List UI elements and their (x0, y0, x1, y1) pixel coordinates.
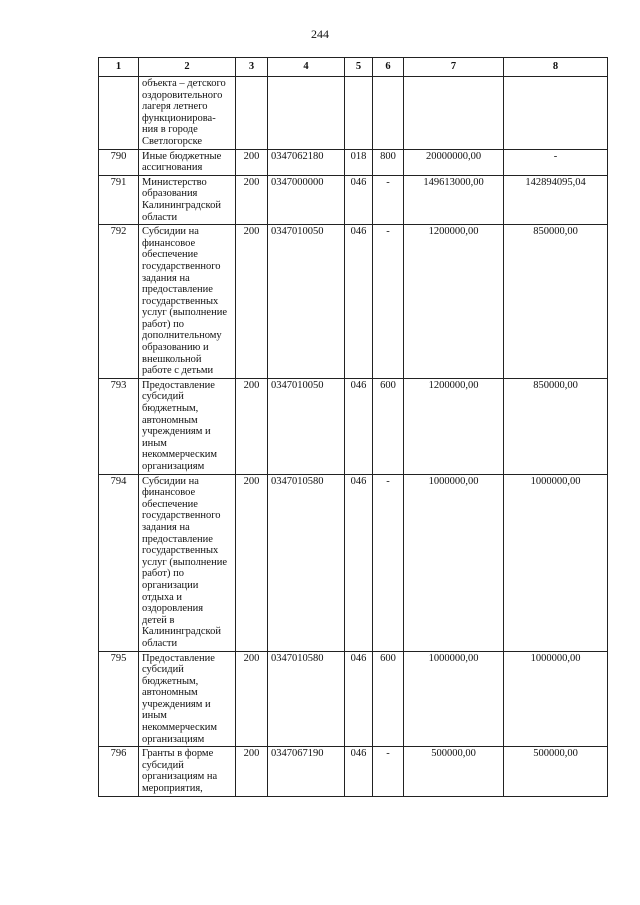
description-line: Субсидии на (142, 226, 199, 238)
row-number-cell: 796 (99, 747, 139, 796)
description-line: отдыха и (142, 591, 182, 603)
ministry-code-cell: 200 (236, 474, 268, 651)
description-line: государственного (142, 510, 221, 522)
amount-next-cell: 850000,00 (504, 225, 608, 379)
table-row (99, 77, 608, 150)
description-line: организациям на (142, 771, 218, 783)
description-line: учреждениям и (142, 426, 211, 438)
description-line: оздоровительного (142, 89, 223, 101)
description-cell (139, 651, 236, 747)
description-line: детей в (142, 614, 175, 626)
description-line: иным (142, 710, 167, 722)
section-code-cell: 046 (345, 474, 373, 651)
description-line: задания на (142, 521, 190, 533)
amount-cell (404, 77, 504, 150)
description-cell (139, 378, 236, 474)
description-line: государственных (142, 545, 219, 557)
description-line: Иные бюджетные (142, 150, 222, 162)
description-line: иным (142, 437, 167, 449)
description-line: некоммерческим (142, 722, 218, 734)
target-article-cell: 0347000000 (268, 175, 345, 224)
description-line: образованию и (142, 342, 209, 354)
description-line: Предоставление (142, 652, 215, 664)
description-cell (139, 149, 236, 175)
description-line: области (142, 637, 178, 649)
description-cell (139, 225, 236, 379)
description-line: Светлогорске (142, 135, 203, 147)
description-line: государственных (142, 295, 219, 307)
description-cell (139, 474, 236, 651)
section-code-cell: 018 (345, 149, 373, 175)
description-line: услуг (выполнение (142, 556, 227, 568)
header-col-6: 6 (373, 58, 404, 77)
description-line: работ) по (142, 568, 184, 580)
header-col-8: 8 (504, 58, 608, 77)
description-line: организациям (142, 733, 205, 745)
amount-next-cell (504, 77, 608, 150)
amount-next-cell: - (504, 149, 608, 175)
section-code-cell: 046 (345, 225, 373, 379)
amount-cell: 1000000,00 (404, 474, 504, 651)
amount-next-cell: 1000000,00 (504, 474, 608, 651)
table-body (99, 77, 608, 797)
target-article-cell: 0347010050 (268, 225, 345, 379)
description-line: внешкольной (142, 353, 202, 365)
ministry-code-cell: 200 (236, 651, 268, 747)
description-line: Гранты в форме (142, 748, 214, 760)
header-row (99, 58, 608, 77)
header-col-3: 3 (236, 58, 268, 77)
expense-type-cell: 800 (373, 149, 404, 175)
expense-type-cell: - (373, 747, 404, 796)
description-line: бюджетным, (142, 675, 199, 687)
description-line: мероприятия, (142, 783, 203, 795)
description-line: дополнительному (142, 330, 222, 342)
budget-table (98, 57, 608, 797)
description-line: субсидий (142, 391, 184, 403)
page-number: 244 (311, 27, 329, 41)
description-cell (139, 175, 236, 224)
amount-cell: 1000000,00 (404, 651, 504, 747)
ministry-code-cell: 200 (236, 175, 268, 224)
amount-next-cell: 850000,00 (504, 378, 608, 474)
header-col-4: 4 (268, 58, 345, 77)
description-line: обеспечение (142, 249, 198, 261)
target-article-cell: 0347067190 (268, 747, 345, 796)
expense-type-cell: - (373, 225, 404, 379)
amount-next-cell: 500000,00 (504, 747, 608, 796)
section-code-cell: 046 (345, 651, 373, 747)
amount-cell: 1200000,00 (404, 378, 504, 474)
expense-type-cell: - (373, 474, 404, 651)
table-row (99, 747, 608, 796)
description-line: работ) по (142, 318, 184, 330)
amount-next-cell: 1000000,00 (504, 651, 608, 747)
target-article-cell: 0347010580 (268, 651, 345, 747)
expense-type-cell: 600 (373, 378, 404, 474)
description-line: бюджетным, (142, 403, 199, 415)
header-col-7: 7 (404, 58, 504, 77)
amount-cell: 500000,00 (404, 747, 504, 796)
row-number-cell (99, 77, 139, 150)
description-line: автономным (142, 687, 198, 699)
amount-next-cell: 142894095,04 (504, 175, 608, 224)
description-cell (139, 747, 236, 796)
target-article-cell (268, 77, 345, 150)
row-number-cell: 791 (99, 175, 139, 224)
description-line: функционирова- (142, 112, 216, 124)
expense-type-cell (373, 77, 404, 150)
description-line: предоставление (142, 284, 213, 296)
ministry-code-cell (236, 77, 268, 150)
description-line: некоммерческим (142, 449, 218, 461)
description-line: услуг (выполнение (142, 307, 227, 319)
description-line: работе с детьми (142, 365, 214, 377)
target-article-cell: 0347010580 (268, 474, 345, 651)
header-col-2: 2 (139, 58, 236, 77)
amount-cell: 149613000,00 (404, 175, 504, 224)
table-row (99, 225, 608, 379)
table-row (99, 378, 608, 474)
description-line: оздоровления (142, 603, 204, 615)
table-row (99, 474, 608, 651)
description-line: ассигнования (142, 162, 203, 174)
section-code-cell: 046 (345, 378, 373, 474)
description-cell (139, 77, 236, 150)
header-col-5: 5 (345, 58, 373, 77)
ministry-code-cell: 200 (236, 747, 268, 796)
table-row (99, 175, 608, 224)
description-line: образования (142, 188, 198, 200)
amount-cell: 20000000,00 (404, 149, 504, 175)
description-line: Калининградской (142, 199, 221, 211)
description-line: учреждениям и (142, 698, 211, 710)
description-line: области (142, 211, 178, 223)
description-line: автономным (142, 414, 198, 426)
row-number-cell: 792 (99, 225, 139, 379)
description-line: предоставление (142, 533, 213, 545)
row-number-cell: 794 (99, 474, 139, 651)
description-line: государственного (142, 260, 221, 272)
description-line: Калининградской (142, 626, 221, 638)
description-line: финансовое (142, 237, 196, 249)
ministry-code-cell: 200 (236, 378, 268, 474)
expense-type-cell: - (373, 175, 404, 224)
target-article-cell: 0347010050 (268, 378, 345, 474)
section-code-cell: 046 (345, 175, 373, 224)
row-number-cell: 790 (99, 149, 139, 175)
section-code-cell (345, 77, 373, 150)
ministry-code-cell: 200 (236, 149, 268, 175)
description-line: Субсидии на (142, 475, 199, 487)
description-line: Предоставление (142, 379, 215, 391)
amount-cell: 1200000,00 (404, 225, 504, 379)
description-line: задания на (142, 272, 190, 284)
description-line: Министерство (142, 176, 207, 188)
row-number-cell: 795 (99, 651, 139, 747)
target-article-cell: 0347062180 (268, 149, 345, 175)
description-line: субсидий (142, 759, 184, 771)
expense-type-cell: 600 (373, 651, 404, 747)
description-line: финансовое (142, 487, 196, 499)
table-row (99, 651, 608, 747)
description-line: организации (142, 579, 199, 591)
description-line: объекта – детского (142, 78, 226, 89)
description-line: субсидий (142, 664, 184, 676)
ministry-code-cell: 200 (236, 225, 268, 379)
row-number-cell: 793 (99, 378, 139, 474)
section-code-cell: 046 (345, 747, 373, 796)
header-col-1: 1 (99, 58, 139, 77)
description-line: лагеря летнего (142, 101, 208, 113)
description-line: ния в городе (142, 124, 198, 136)
description-line: организациям (142, 461, 205, 472)
description-line: обеспечение (142, 498, 198, 510)
table-row (99, 149, 608, 175)
